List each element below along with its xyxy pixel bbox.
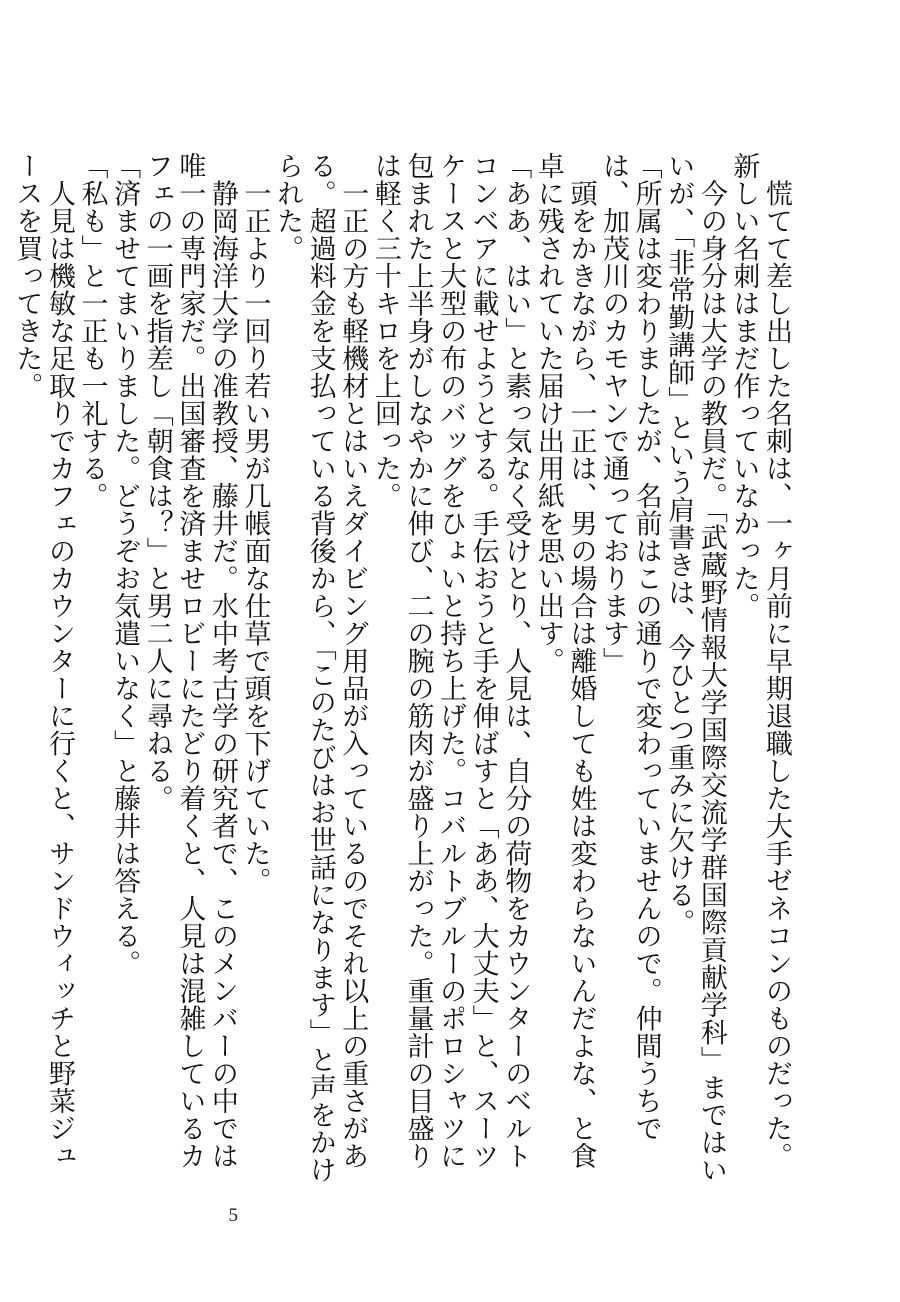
- paragraph: 一正の方も軽機材とはいえダイビング用品が入っているのでそれ以上の重さがある。超過料金を支払っている背後から、「このたびはお世話になります」と声をかけられた。: [272, 152, 369, 1184]
- paragraph: 慌てて差し出した名刺は、一ヶ月前に早期退職した大手ゼネコンのものだった。新しい名刺はまだ作っていなかった。: [728, 152, 792, 1170]
- paragraph: 頭をかきながら、一正は、男の場合は離婚しても姓は変わらないんだよな、と食卓に残されていた届け出用紙を思い出す。: [532, 152, 597, 1170]
- paragraph: 静岡海洋大学の准教授、藤井だ。水中考古学の研究者で、このメンバーの中では唯一の専門家だ。出国審査を済ませロビーにたどり着くと、人見は混雑しているカフェの一画を指差し「朝食は？」と男二人に尋ねる。: [141, 152, 238, 1170]
- body-text: [11, 152, 792, 1184]
- paragraph: 「私も」と一正も一礼する。: [76, 152, 108, 510]
- page-number: 5: [228, 1205, 238, 1226]
- paragraph: 人見は機敏な足取りでカフェのカウンターに行くと、サンドウィッチと野菜ジュースを買ってきた。: [11, 152, 75, 1170]
- paragraph: 今の身分は大学の教員だ。「武蔵野情報大学国際交流学群国際貢献学科」まではいいが、「非常勤講師」という肩書きは、今ひとつ重みに欠ける。: [663, 152, 727, 1184]
- paragraph: 一正より一回り若い男が几帳面な仕草で頭を下げていた。: [239, 152, 271, 895]
- paragraph: 「所属は変わりましたが、名前はこの通りで変わっていませんので。仲間うちでは、加茂川のカモヤンで通っております」: [598, 152, 662, 1142]
- paragraph: 「済ませてまいりました。どうぞお気遣いなく」と藤井は答える。: [109, 152, 141, 977]
- paragraph: 「ああ、はい」と素っ気なく受けとり、人見は、自分の荷物をカウンターのベルトコンベアに載せようとする。手伝おうと手を伸ばすと「ああ、大丈夫」と、スーツケースと大型の布のバッグをひょいと持ち上げた。コバルトブルーのポロシャツに包まれた上半身がしなやかに伸び、二の腕の筋肉が盛り上がった。重量計の目盛りは軽く三十キロを上回った。: [369, 152, 532, 1170]
